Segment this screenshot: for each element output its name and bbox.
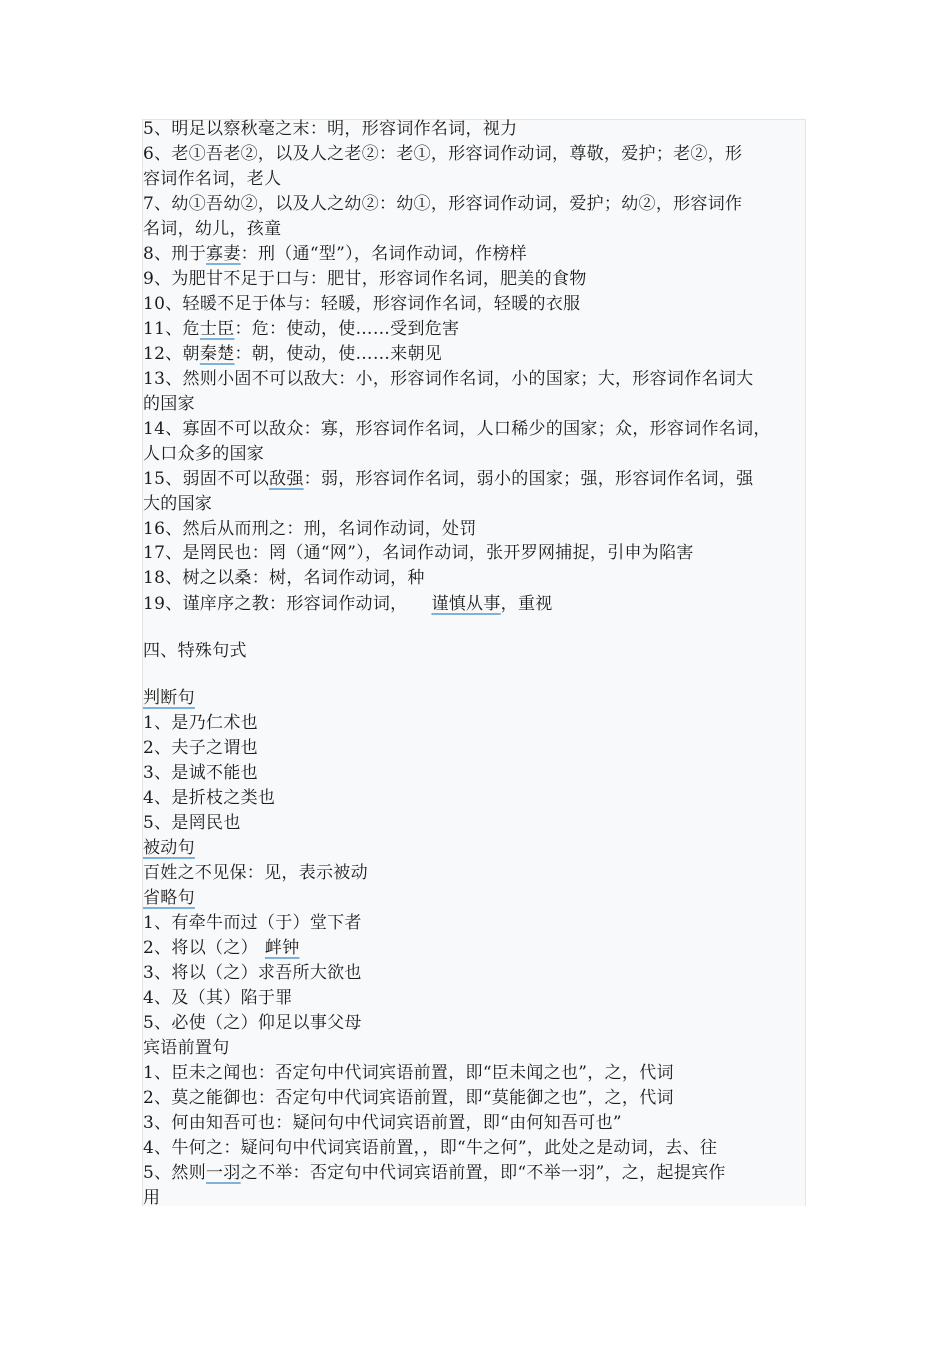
text-segment: 之不举：否定句中代词宾语前置，即“不举一羽”，之，起提宾作	[240, 1163, 726, 1183]
underlined-term: 士臣	[199, 319, 235, 339]
text-segment: 19、谨庠序之教：形容词作动词，	[143, 594, 408, 614]
underlined-term: 敌强	[269, 469, 304, 489]
list-item: 2、莫之能御也：否定句中代词宾语前置，即“莫能御之也”，之，代词	[143, 1088, 674, 1108]
list-item: 4、牛何之：疑问句中代词宾语前置，，即“牛之何”，此处之是动词，去、往	[143, 1138, 718, 1158]
list-item: 9、为肥甘不足于口与：肥甘，形容词作名词，肥美的食物	[143, 269, 587, 289]
list-item: 16、然后从而刑之：刑，名词作动词，处罚	[143, 519, 477, 539]
text-line: 用	[143, 1188, 161, 1208]
text-segment: 5、然则	[143, 1163, 207, 1183]
subsection-heading-text: 被动句	[143, 838, 195, 858]
text-line: 大的国家	[143, 494, 213, 514]
subsection-heading	[143, 886, 195, 910]
list-item	[143, 242, 527, 266]
text-line: 容词作名词，老人	[143, 169, 282, 189]
list-item: 5、必使（之）仰足以事父母	[143, 1013, 362, 1033]
list-item: 10、轻暖不足于体与：轻暖，形容词作名词，轻暖的衣服	[143, 294, 581, 314]
list-item: 14、寡固不可以敌众：寡，形容词作名词，人口稀少的国家；众，形容词作名词，	[143, 419, 771, 439]
text-segment: ：刑（通“型”），名词作动词，作榜样	[240, 244, 527, 264]
list-item: 17、是罔民也：罔（通“网”），名词作动词，张开罗网捕捉，引申为陷害	[143, 543, 694, 563]
text-line: 5、明足以察秋毫之末：明，形容词作名词，视力	[143, 119, 518, 139]
list-item: 3、何由知吾可也：疑问句中代词宾语前置，即“由何知吾可也”	[143, 1113, 622, 1133]
text-segment: ：朝，使动，使……来朝见	[234, 344, 443, 364]
list-item: 1、有牵牛而过（于）堂下者	[143, 913, 362, 933]
list-item: 1、是乃仁术也	[143, 713, 258, 733]
text-line: 6、老①吾老②，以及人之老②：老①，形容词作动词，尊敬，爱护；老②，形	[143, 144, 743, 164]
list-item	[143, 936, 300, 960]
text-segment: ：危：使动，使……受到危害	[234, 319, 460, 339]
list-item: 百姓之不见保：见，表示被动	[143, 863, 368, 883]
list-item: 4、及（其）陷于罪	[143, 988, 293, 1008]
section-heading: 四、特殊句式	[143, 641, 247, 661]
list-item	[143, 467, 753, 491]
text-segment: ：弱，形容词作名词，弱小的国家；强，形容词作名词，强	[303, 469, 754, 489]
text-line: 名词，幼儿，孩童	[143, 219, 282, 239]
text-segment: ，重视	[500, 594, 553, 614]
text-segment: 8、刑于	[143, 244, 207, 264]
list-item	[143, 1161, 726, 1185]
list-item: 5、是罔民也	[143, 813, 241, 833]
subsection-heading	[143, 836, 195, 860]
underlined-term: 寡妻	[206, 244, 241, 264]
underlined-term: 秦楚	[199, 344, 235, 364]
text-segment: 11、危	[143, 319, 200, 339]
list-item	[143, 592, 553, 616]
text-segment: 12、朝	[143, 344, 200, 364]
text-segment: 2、将以（之）	[143, 938, 258, 958]
text-segment: 15、弱固不可以	[143, 469, 270, 489]
list-item: 18、树之以桑：树，名词作动词，种	[143, 568, 425, 588]
list-item: 3、是诚不能也	[143, 763, 258, 783]
underlined-term: 谨慎从事	[431, 594, 501, 614]
list-item: 4、是折枝之类也	[143, 788, 276, 808]
list-item: 3、将以（之）求吾所大欲也	[143, 963, 362, 983]
list-item: 1、臣未之闻也：否定句中代词宾语前置，即“臣未闻之也”，之，代词	[143, 1063, 674, 1083]
underlined-term: 衅钟	[264, 938, 300, 958]
list-item: 13、然则小固不可以敌大：小，形容词作名词，小的国家；大，形容词作名词大	[143, 369, 754, 389]
text-line: 的国家	[143, 394, 195, 414]
list-item	[143, 317, 459, 341]
subsection-heading-text: 判断句	[143, 688, 195, 708]
subsection-heading: 宾语前置句	[143, 1038, 230, 1058]
underlined-term: 一羽	[206, 1163, 241, 1183]
list-item: 2、夫子之谓也	[143, 738, 258, 758]
subsection-heading-text: 省略句	[143, 888, 195, 908]
list-item	[143, 342, 442, 366]
subsection-heading	[143, 686, 195, 710]
text-line: 人口众多的国家	[143, 444, 265, 464]
text-line: 7、幼①吾幼②，以及人之幼②：幼①，形容词作动词，爱护；幼②，形容词作	[143, 194, 743, 214]
